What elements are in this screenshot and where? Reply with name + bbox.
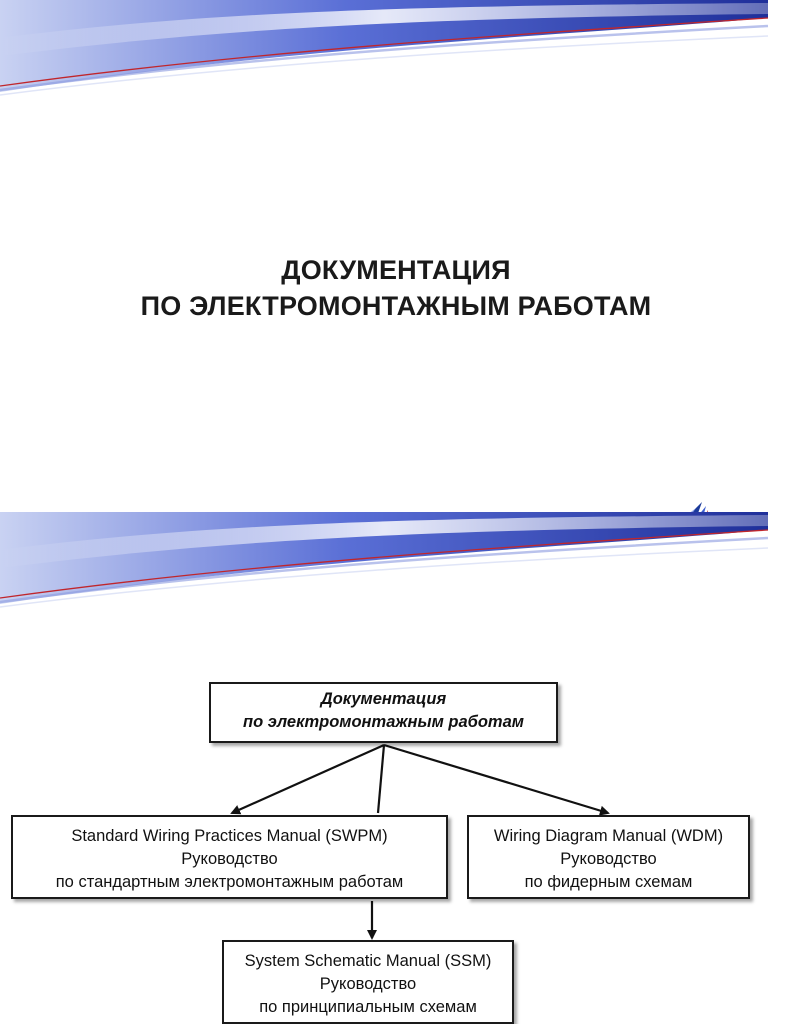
swpm-title: Standard Wiring Practices Manual (SWPM) — [71, 827, 388, 845]
wdm-description: по фидерным схемам — [524, 873, 693, 891]
title-slide — [0, 0, 768, 512]
wdm-subtitle: Руководство — [560, 850, 657, 868]
swpm-subtitle: Руководство — [181, 850, 278, 868]
line-root-to-swpm-center — [378, 745, 384, 813]
root-box-line-1: Документация — [320, 690, 447, 708]
title-line-2: ПО ЭЛЕКТРОМОНТАЖНЫМ РАБОТАМ — [140, 291, 652, 321]
ssm-title: System Schematic Manual (SSM) — [244, 952, 492, 970]
wdm-box — [467, 815, 750, 899]
ssm-description: по принципиальным схемам — [259, 998, 477, 1016]
header-swoosh-decoration — [0, 0, 768, 110]
ssm-box — [222, 940, 514, 1024]
arrow-root-to-wdm — [384, 745, 608, 813]
arrow-root-to-swpm — [232, 745, 384, 813]
swpm-box — [11, 815, 448, 899]
slide-title — [0, 252, 792, 324]
swpm-description: по стандартным электромонтажным работам — [55, 873, 404, 891]
root-box-line-2: по электромонтажным работам — [243, 713, 524, 731]
diagram-slide — [0, 512, 768, 1024]
title-line-1: ДОКУМЕНТАЦИЯ — [281, 255, 511, 285]
wdm-title: Wiring Diagram Manual (WDM) — [493, 827, 724, 845]
root-documentation-box — [209, 682, 558, 743]
ssm-subtitle: Руководство — [319, 975, 417, 993]
